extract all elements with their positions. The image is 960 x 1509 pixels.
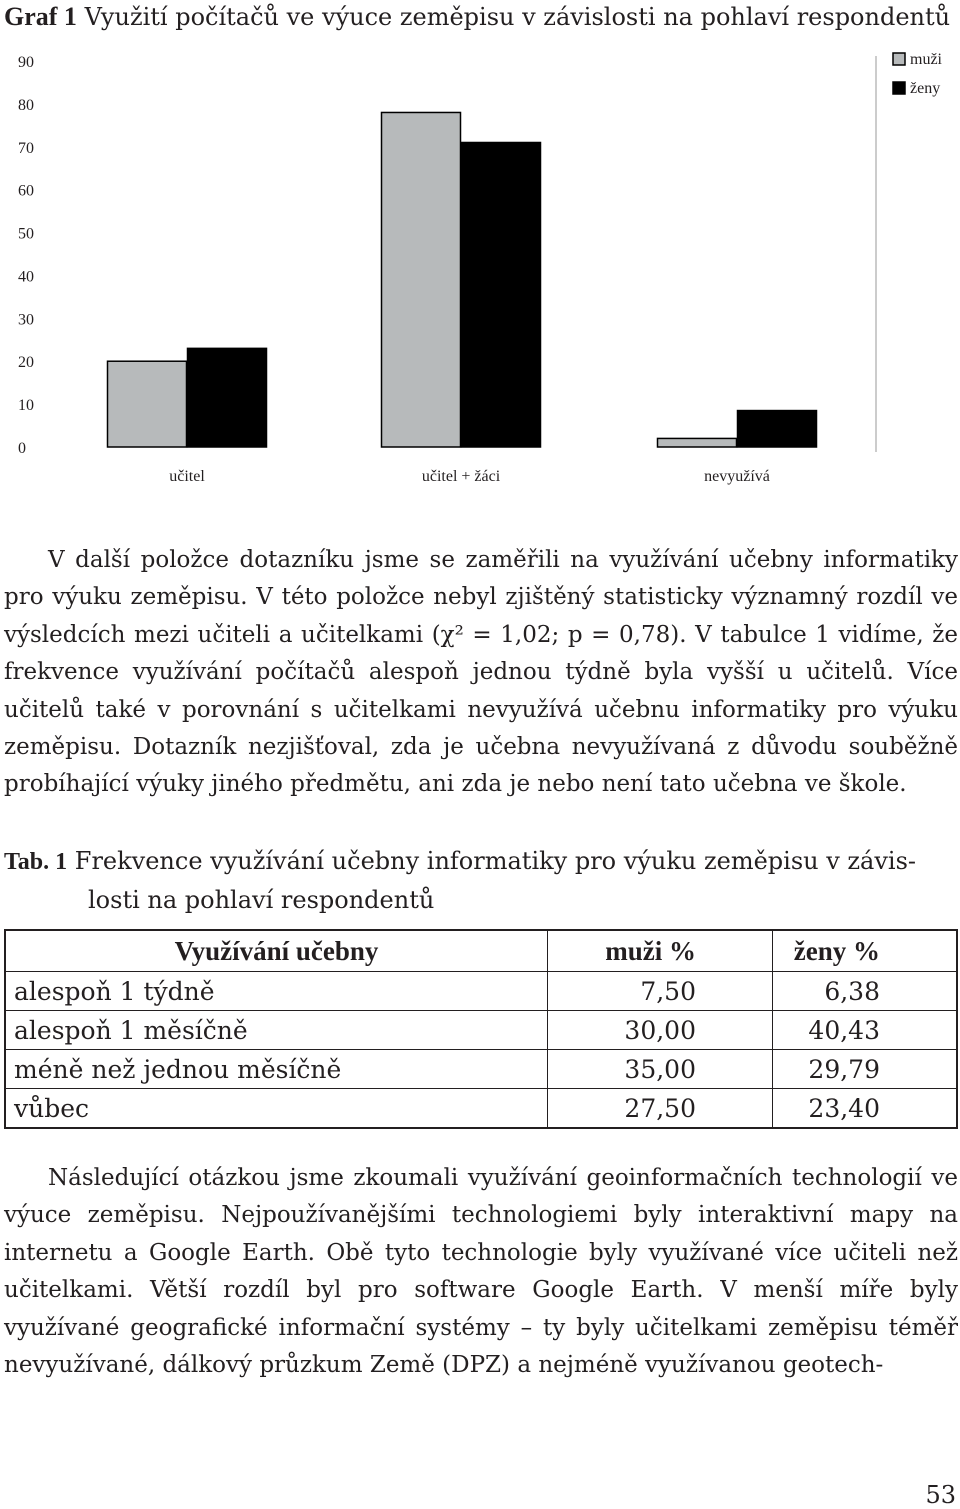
table-header-women: ženy % [773, 930, 958, 972]
y-tick-label: 10 [18, 397, 34, 415]
figure-caption [4, 0, 960, 34]
bar-men [382, 112, 461, 447]
paragraph-2-text: Následující otázkou jsme zkoumali využívání geoinformačních technologií ve výuce zeměpisu. Nejpoužívanějšími technologiemi byly interaktivní mapy na internetu a Google Earth. Obě tyto technologie byly využívané více učiteli než učitelkami. Větší rozdíl byl pro software Google Earth. V menší míře byly využívané geografické informační systémy – ty byly učitelkami zeměpisu téměř nevyužívané, dálkový průzkum Země (DPZ) a nejméně využívanou geotech- [4, 1165, 958, 1379]
table-header-men: muži % [548, 930, 773, 972]
bar-chart [0, 40, 960, 500]
y-tick-label: 90 [18, 54, 34, 71]
bar-women [462, 142, 541, 447]
paragraph-2 [4, 1160, 958, 1384]
bar-women [188, 348, 267, 447]
table-cell-women: 6,38 [773, 972, 958, 1011]
paragraph-1 [4, 542, 958, 804]
table-cell-usage: vůbec [5, 1089, 548, 1129]
bar-women [738, 411, 817, 447]
table-label: Tab. 1 [4, 849, 68, 875]
table-row [5, 1089, 957, 1129]
table-cell-men: 30,00 [548, 1011, 773, 1050]
table-caption-line-1: Frekvence využívání učebny informatiky pro výuku zeměpisu v závis- [74, 847, 917, 875]
y-tick-label: 70 [18, 139, 34, 157]
figure-caption-text: Využití počítačů ve výuce zeměpisu v závislosti na pohlaví respondentů [84, 3, 951, 31]
frequency-table [4, 929, 958, 1129]
y-tick-label: 30 [18, 311, 34, 329]
table-cell-men: 35,00 [548, 1050, 773, 1089]
x-category-label: učitel [169, 468, 205, 485]
y-tick-label: 0 [18, 440, 26, 457]
table-caption-line-2: losti na pohlaví respondentů [88, 886, 435, 914]
legend-label-women: ženy [910, 80, 941, 97]
legend-swatch-women [893, 82, 905, 94]
y-tick-label: 80 [18, 96, 34, 114]
table-header-row [5, 930, 957, 972]
y-tick-label: 40 [18, 268, 34, 286]
chart-legend [893, 51, 943, 97]
table-cell-women: 29,79 [773, 1050, 958, 1089]
paragraph-1-text: V další položce dotazníku jsme se zaměřili na využívání učebny informatiky pro výuku zeměpisu. V této položce nebyl zjištěný statisticky významný rozdíl ve výsledcích mezi učiteli a učitelkami (χ² = 1,02; p = 0,78). V tabulce 1 vidíme, že frekvence využívání počítačů alespoň jednou týdně byla vyšší u učitelů. Více učitelů také v porovnání s učitelkami nevyužívá učebnu informatiky pro výuku zeměpisu. Dotazník nezjišťoval, zda je učebna nevyužívaná z důvodu souběžně probíhající výuky jiného předmětu, ani zda je nebo není tato učebna ve škole. [4, 547, 958, 798]
table-cell-women: 40,43 [773, 1011, 958, 1050]
legend-swatch-men [893, 53, 905, 65]
y-tick-label: 60 [18, 182, 34, 200]
table-cell-usage: alespoň 1 týdně [5, 972, 548, 1011]
page-number: 53 [925, 1481, 956, 1509]
x-category-label: nevyužívá [704, 468, 770, 485]
table-row [5, 1011, 957, 1050]
table-cell-usage: alespoň 1 měsíčně [5, 1011, 548, 1050]
figure-label: Graf 1 [4, 2, 77, 31]
y-tick-label: 50 [18, 225, 34, 243]
table-row [5, 1050, 957, 1089]
legend-label-men: muži [910, 51, 942, 68]
table-cell-usage: méně než jednou měsíčně [5, 1050, 548, 1089]
chart-bars [108, 112, 817, 447]
table-caption [4, 842, 958, 919]
table-row [5, 972, 957, 1011]
x-category-label: učitel + žáci [421, 468, 501, 485]
bar-men [108, 361, 187, 447]
table-cell-women: 23,40 [808, 1093, 880, 1123]
table-cell-men: 27,50 [548, 1089, 773, 1129]
table-header-usage: Využívání učebny [5, 930, 548, 972]
table-cell-men: 7,50 [548, 972, 773, 1011]
bar-men [658, 438, 737, 447]
y-tick-label: 20 [18, 354, 34, 372]
